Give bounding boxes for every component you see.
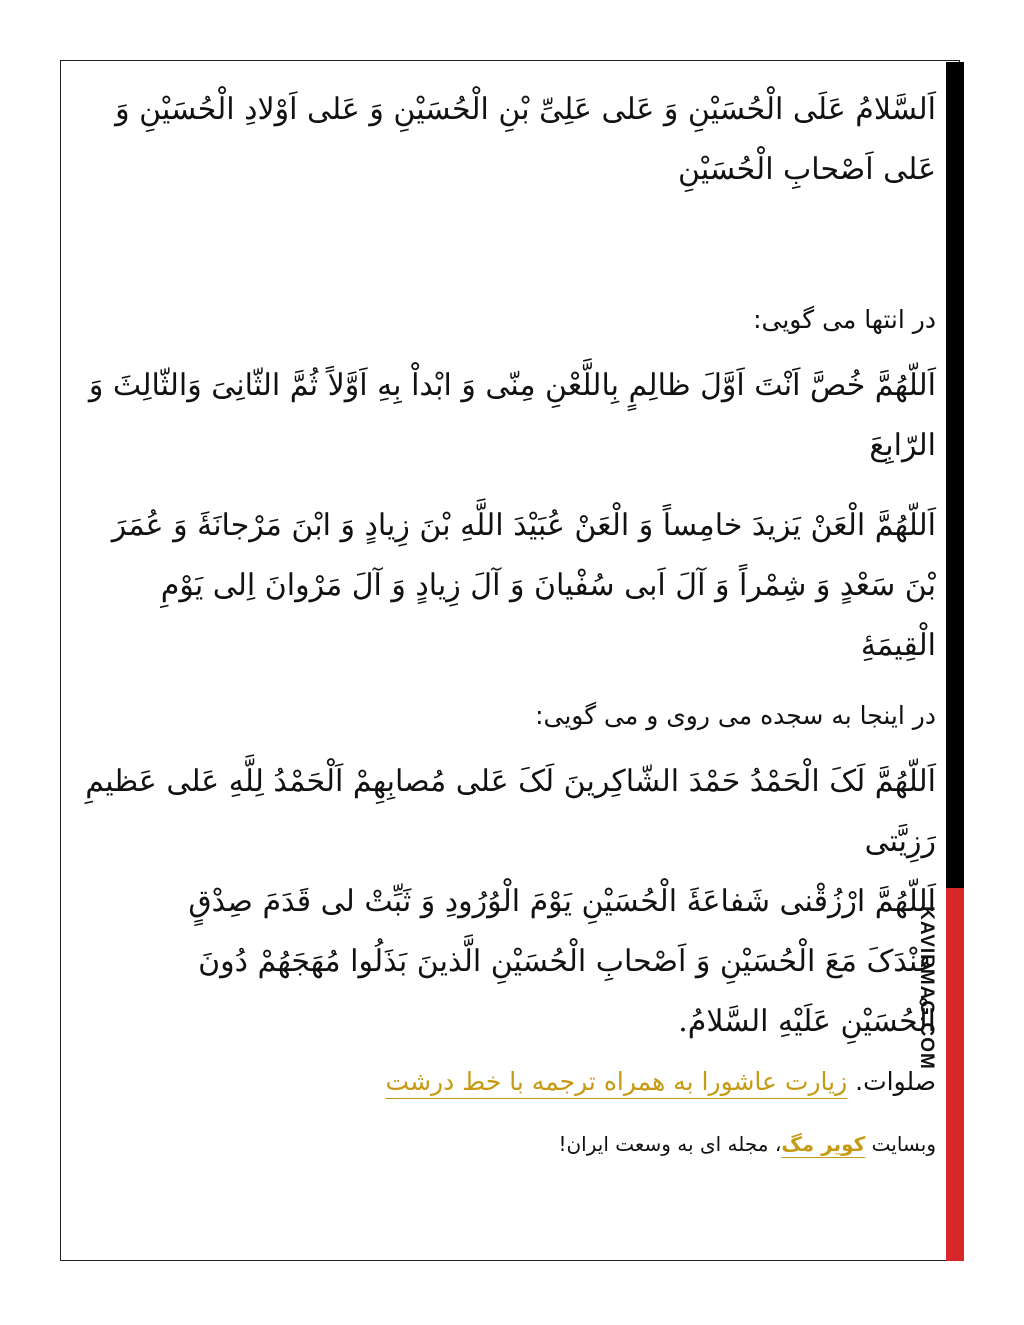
salawat-line xyxy=(84,1060,936,1104)
footer-prefix: وبسایت xyxy=(871,1132,936,1156)
footer-brand-link[interactable]: کویر مگ xyxy=(781,1132,866,1156)
footer-line xyxy=(84,1126,936,1162)
prayer-paragraph-3: اَللّهُمَّ الْعَنْ یَزیدَ خامِساً وَ الْعَنْ عُبَیْدَ اللَّهِ بْنَ زِیادٍ وَ ابْنَ مَرْجانَهَٔ وَ عُمَرَ بْنَ سَعْدٍ وَ شِمْراً وَ آلَ اَبی سُفْیانَ وَ آلَ زِیادٍ وَ آلَ مَرْوانَ اِلی یَوْمِ الْقِیمَهِٔ xyxy=(111,508,936,663)
side-bar-black xyxy=(946,62,964,888)
prayer-paragraph-5: اَللّهُمَّ ارْزُقْنی شَفاعَهَٔ الْحُسَیْنِ یَوْمَ الْوُرُودِ وَ ثَبِّتْ لی قَدَمَ صِدْقٍ عِنْدَکَ مَعَ الْحُسَیْنِ وَ اَصْحابِ الْحُسَیْنِ الَّذینَ بَذَلُوا مُهَجَهُمْ دُونَ الْحُسَیْنِ عَلَیْهِ السَّلامُ. xyxy=(188,884,936,1039)
document-body xyxy=(84,80,936,1162)
prayer-paragraph-2: اَللّهُمَّ خُصَّ اَنْتَ اَوَّلَ ظالِمٍ بِاللَّعْنِ مِنّی وَ ابْداْ بِهِ اَوَّلاً ثُمَّ الثّانِیَ وَالثّالِثَ وَ الرّابِعَ xyxy=(88,368,936,463)
salawat-prefix: صلوات. xyxy=(855,1067,936,1096)
prayer-paragraph-4: اَللّهُمَّ لَکَ الْحَمْدُ حَمْدَ الشّاکِرینَ لَکَ عَلی مُصابِهِمْ اَلْحَمْدُ لِلَّهِ عَلی عَظیمِ رَزِیَّتی xyxy=(85,764,936,859)
instruction-text-1: در انتها می گویی: xyxy=(753,305,936,334)
instruction-text-2: در اینجا به سجده می روی و می گویی: xyxy=(535,701,936,730)
side-brand-text: KAVIRMAG.COM xyxy=(916,906,938,1070)
salawat-link[interactable]: زیارت عاشورا به همراه ترجمه با خط درشت xyxy=(385,1067,848,1096)
footer-suffix: ، مجله ای به وسعت ایران! xyxy=(558,1132,782,1156)
prayer-paragraph-1: اَلسَّلامُ عَلَی الْحُسَیْنِ وَ عَلی عَلِیِّ بْنِ الْحُسَیْنِ وَ عَلی اَوْلادِ الْحُسَیْنِ وَ عَلی اَصْحابِ الْحُسَیْنِ xyxy=(115,92,936,187)
side-bar-red xyxy=(946,888,964,1261)
